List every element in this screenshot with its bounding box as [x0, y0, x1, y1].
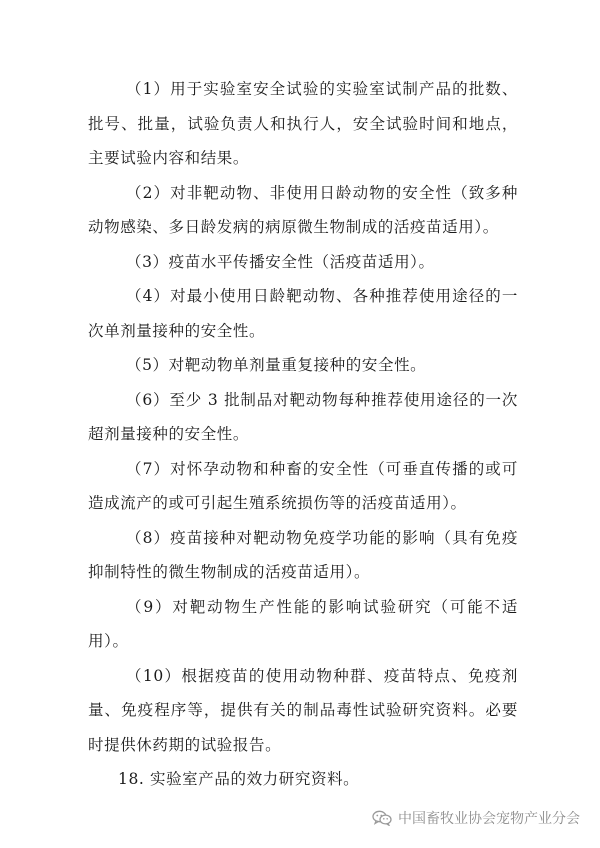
- paragraph-6: （6）至少 3 批制品对靶动物每种推荐使用途径的一次超剂量接种的安全性。: [88, 390, 518, 443]
- paragraph-4: （4）对最小使用日龄靶动物、各种推荐使用途径的一次单剂量接种的安全性。: [88, 287, 518, 340]
- paragraph-7: （7）对怀孕动物和种畜的安全性（可垂直传播的或可造成流产的或可引起生殖系统损伤等的活疫苗适用）。: [88, 459, 518, 512]
- paragraph-1: （1）用于实验室安全试验的实验室试制产品的批数、批号、批量，试验负责人和执行人，安全试验时间和地点，主要试验内容和结果。: [88, 80, 518, 167]
- paragraph-2: （2）对非靶动物、非使用日龄动物的安全性（致多种动物感染、多日龄发病的病原微生物制成的活疫苗适用）。: [88, 183, 518, 236]
- paragraph-9: （9）对靶动物生产性能的影响试验研究（可能不适用）。: [88, 597, 518, 650]
- document-body: [88, 72, 518, 797]
- section-heading: 18. 实验室产品的效力研究资料。: [118, 770, 360, 788]
- paragraph-10: （10）根据疫苗的使用动物种群、疫苗特点、免疫剂量、免疫程序等，提供有关的制品毒性试验研究资料。必要时提供休药期的试验报告。: [88, 666, 518, 754]
- watermark-text: 中国畜牧业协会宠物产业分会: [398, 811, 580, 827]
- wechat-icon: [372, 810, 392, 826]
- paragraph-3: （3）疫苗水平传播安全性（活疫苗适用）。: [126, 252, 435, 271]
- paragraph-8: （8）疫苗接种对靶动物免疫学功能的影响（具有免疫抑制特性的微生物制成的活疫苗适用）。: [88, 528, 518, 581]
- watermark: [372, 808, 580, 828]
- paragraph-5: （5）对靶动物单剂量重复接种的安全性。: [126, 356, 427, 374]
